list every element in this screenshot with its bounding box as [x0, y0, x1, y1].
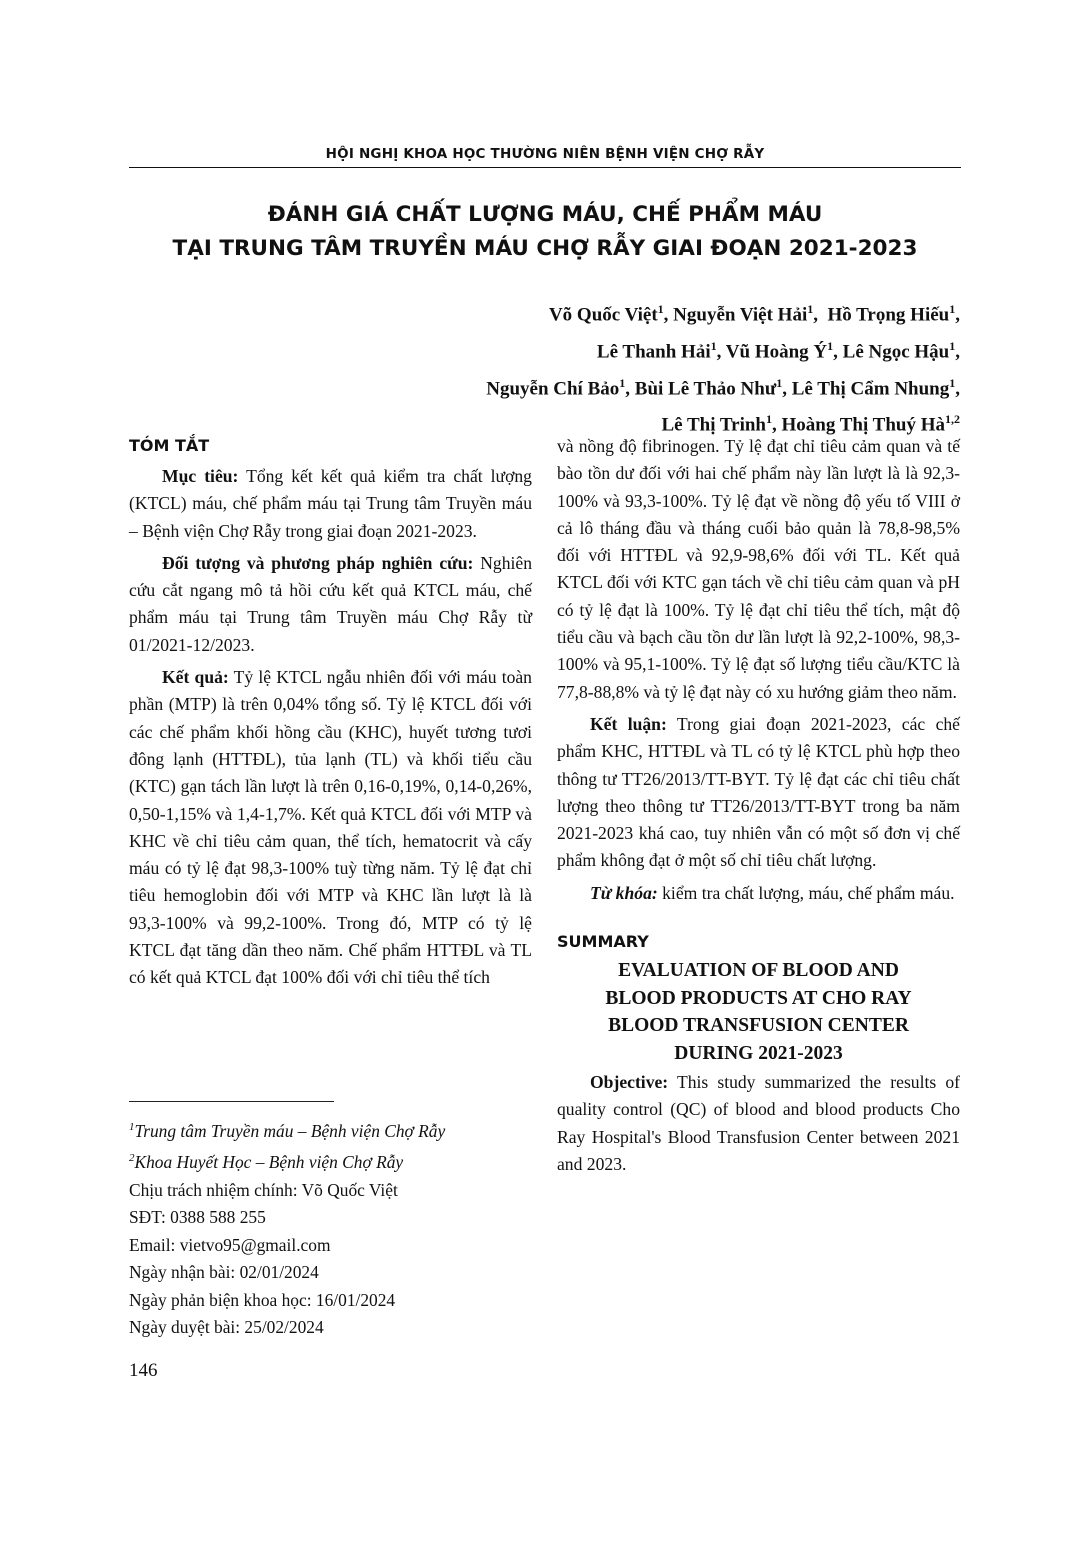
author-affiliation: 1 [657, 302, 664, 316]
objective-text: Tổng kết kết quả kiểm tra chất lượng (KTCL) máu, chế phẩm máu tại Trung tâm Truyền máu – Bệnh viện Chợ Rẫy trong giai đoạn 2021-2023. [129, 466, 532, 541]
running-head: HỘI NGHỊ KHOA HỌC THƯỜNG NIÊN BỆNH VIỆN CHỢ RẪY [325, 146, 765, 162]
author-affiliation: 1 [710, 338, 717, 353]
author-name: Võ Quốc Việt [548, 304, 658, 326]
date-received: Ngày nhận bài: 02/01/2024 [129, 1262, 319, 1283]
methods-text: Nghiên cứu cắt ngang mô tả hồi cứu kết quả KTCL máu, chế phẩm máu tại Trung tâm Truyền máu Chợ Rẫy từ 01/2021-12/2023. [129, 552, 532, 655]
conclusion-label: Kết luận: [590, 713, 667, 734]
abstract-objective [129, 463, 532, 545]
left-column [129, 433, 532, 997]
author-name: Lê Ngọc Hậu [842, 341, 950, 363]
results-label: Kết quả: [162, 667, 229, 688]
author-line-3: Nguyễn Chí Bảo$^1$, Bùi Lê Thảo Như$^1$, Lê Thị Cẩm Nhung$^1$, [486, 375, 960, 399]
english-title-line: BLOOD TRANSFUSION CENTER [608, 1015, 909, 1037]
author-name: Lê Thanh Hải [596, 341, 711, 363]
page-number: 146 [129, 1360, 158, 1381]
author-name: Hồ Trọng Hiếu [827, 304, 950, 326]
summary-objective [557, 1069, 960, 1178]
corresponding-author: Chịu trách nhiệm chính: Võ Quốc Việt [129, 1179, 398, 1200]
email: Email: vietvo95@gmail.com [129, 1234, 331, 1255]
english-title-line: DURING 2021-2023 [674, 1042, 843, 1064]
author-affiliation: 1 [949, 302, 956, 316]
methods-label: Đối tượng và phương pháp nghiên cứu: [162, 552, 474, 573]
abstract-methods [129, 550, 532, 659]
author-name: Nguyễn Chí Bảo [486, 377, 620, 399]
author-affiliation: 1,2 [945, 412, 960, 427]
author-affiliation: 1 [765, 412, 772, 427]
results-text: Tỷ lệ KTCL ngẫu nhiên đối với máu toàn phần (MTP) là trên 0,04% tổng số. Tỷ lệ KTCL đối với các chế phẩm khối hồng cầu (KHC), huyết tương tươi đông lạnh (HTTĐL), tủa lạnh (TL) và khối tiểu cầu (KTC) gạn tách lần lượt là trên 0,16-0,19%, 0,14-0,26%, 0,50-1,15% và 1,4-1,7%. Kết quả KTCL đối với MTP và KHC về chỉ tiêu cảm quan, thể tích, hematocrit và cấy máu có tỷ lệ đạt 98,3-100% tuỳ từng năm. Tỷ lệ đạt chỉ tiêu hemoglobin đối với MTP và KHC lần lượt là là 93,3-100% và 99,2-100%. Trong đó, MTP có tỷ lệ KTCL đạt tăng dần theo năm. Chế phẩm HTTĐL và TL có kết quả KTCL đạt 100% đối với chỉ tiêu thể tích [129, 667, 532, 988]
abstract-heading: TÓM TẮT [129, 436, 210, 455]
author-list [486, 294, 960, 441]
abstract-conclusion [557, 711, 960, 875]
date-accepted: Ngày duyệt bài: 25/02/2024 [129, 1317, 324, 1338]
author-line-4: Lê Thị Trinh$^1$, Hoàng Thị Thuý Hà$^{1,2}$ [661, 412, 960, 436]
english-title-line: EVALUATION OF BLOOD AND [618, 960, 899, 982]
author-line-1: Võ Quốc Việt$^1$, Nguyễn Việt Hải$^1$, Hồ Trọng Hiếu$^1$, [548, 302, 960, 326]
conclusion-text: Trong giai đoạn 2021-2023, các chế phẩm KHC, HTTĐL và TL có tỷ lệ KTCL phù hợp theo thông tư TT26/2013/TT-BYT. Tỷ lệ đạt các chỉ tiêu chất lượng theo thông tư TT26/2013/TT-BYT trong ba năm 2021-2023 khá cao, tuy nhiên vẫn có một số đơn vị chế phẩm không đạt ở một số chỉ tiêu chất lượng. [557, 713, 960, 871]
author-name: Hoàng Thị Thuý Hà [781, 414, 945, 436]
author-affiliation: 1 [949, 338, 956, 353]
author-affiliation: 1 [949, 375, 956, 390]
footnote-rule [129, 1101, 334, 1102]
right-column [557, 433, 960, 1183]
english-title-line: BLOOD PRODUCTS AT CHO RAY [605, 987, 912, 1009]
author-line-2: Lê Thanh Hải$^1$, Vũ Hoàng $Ý^1$, Lê Ngọc Hậu$^1$, [596, 338, 960, 363]
abstract-results [129, 664, 532, 992]
affiliation-text: Khoa Huyết Học – Bệnh viện Chợ Rẫy [134, 1152, 404, 1173]
keywords-text: kiểm tra chất lượng, máu, chế phẩm máu. [657, 882, 955, 903]
affiliation-mark: 1 [129, 1121, 135, 1133]
keywords-label: Từ khóa: [590, 882, 658, 903]
objective-label: Mục tiêu: [162, 466, 239, 486]
author-name: Lê Thị Cẩm Nhung [791, 377, 950, 399]
english-title [557, 957, 960, 1067]
date-reviewed: Ngày phản biện khoa học: 16/01/2024 [129, 1289, 396, 1310]
footnotes [129, 1114, 549, 1342]
affiliation-1 [129, 1114, 549, 1145]
author-affiliation: 1 [807, 302, 814, 316]
affiliation-mark: 2 [129, 1152, 135, 1165]
abstract-keywords [557, 880, 960, 907]
phone: SĐT: 0388 588 255 [129, 1207, 266, 1228]
paper-title [129, 198, 961, 266]
summary-heading: SUMMARY [557, 932, 649, 952]
summary-objective-text: This study summarized the results of quality control (QC) of blood and blood products Cho Ray Hospital's Blood Transfusion Center between 2021 and 2023. [557, 1072, 960, 1174]
header-rule [129, 167, 961, 168]
author-name: Bùi Lê Thảo Như [634, 377, 777, 399]
author-affiliation: 1 [827, 338, 834, 353]
author-name: Nguyễn Việt Hải [673, 304, 808, 326]
affiliation-2 [129, 1145, 549, 1176]
summary-objective-label: Objective: [590, 1072, 669, 1093]
affiliation-text: Trung tâm Truyền máu – Bệnh viện Chợ Rẫy [134, 1120, 446, 1141]
author-affiliation: 1 [776, 375, 783, 390]
title-line-2: TẠI TRUNG TÂM TRUYỀN MÁU CHỢ RẪY GIAI ĐOẠN 2021-2023 [172, 236, 918, 261]
abstract-results-continued: và nồng độ fibrinogen. Tỷ lệ đạt chỉ tiêu cảm quan và tế bào tồn dư đối với hai chế phẩm này lần lượt là là 92,3-100% và 93,3-100%. Tỷ lệ đạt về nồng độ yếu tố VIII ở cả lô tháng đầu và tháng cuối bảo quản là 78,8-98,5% đối với HTTĐL và 92,9-98,6% đối với TL. Kết quả KTCL đối với KTC gạn tách về chỉ tiêu cảm quan và pH có tỷ lệ đạt là 100%. Tỷ lệ đạt chỉ tiêu thể tích, mật độ tiểu cầu và bạch cầu tồn dư lần lượt là 92,2-100%, 98,3-100% và 95,1-100%. Tỷ lệ đạt số lượng tiểu cầu/KTC là 77,8-88,8% và tỷ lệ đạt này có xu hướng giảm theo năm. [557, 436, 960, 702]
author-affiliation: 1 [619, 375, 626, 390]
author-name: Vũ Hoàng Ý [725, 341, 828, 363]
author-name: Lê Thị Trinh [661, 414, 766, 436]
title-line-1: ĐÁNH GIÁ CHẤT LƯỢNG MÁU, CHẾ PHẨM MÁU [267, 202, 823, 227]
